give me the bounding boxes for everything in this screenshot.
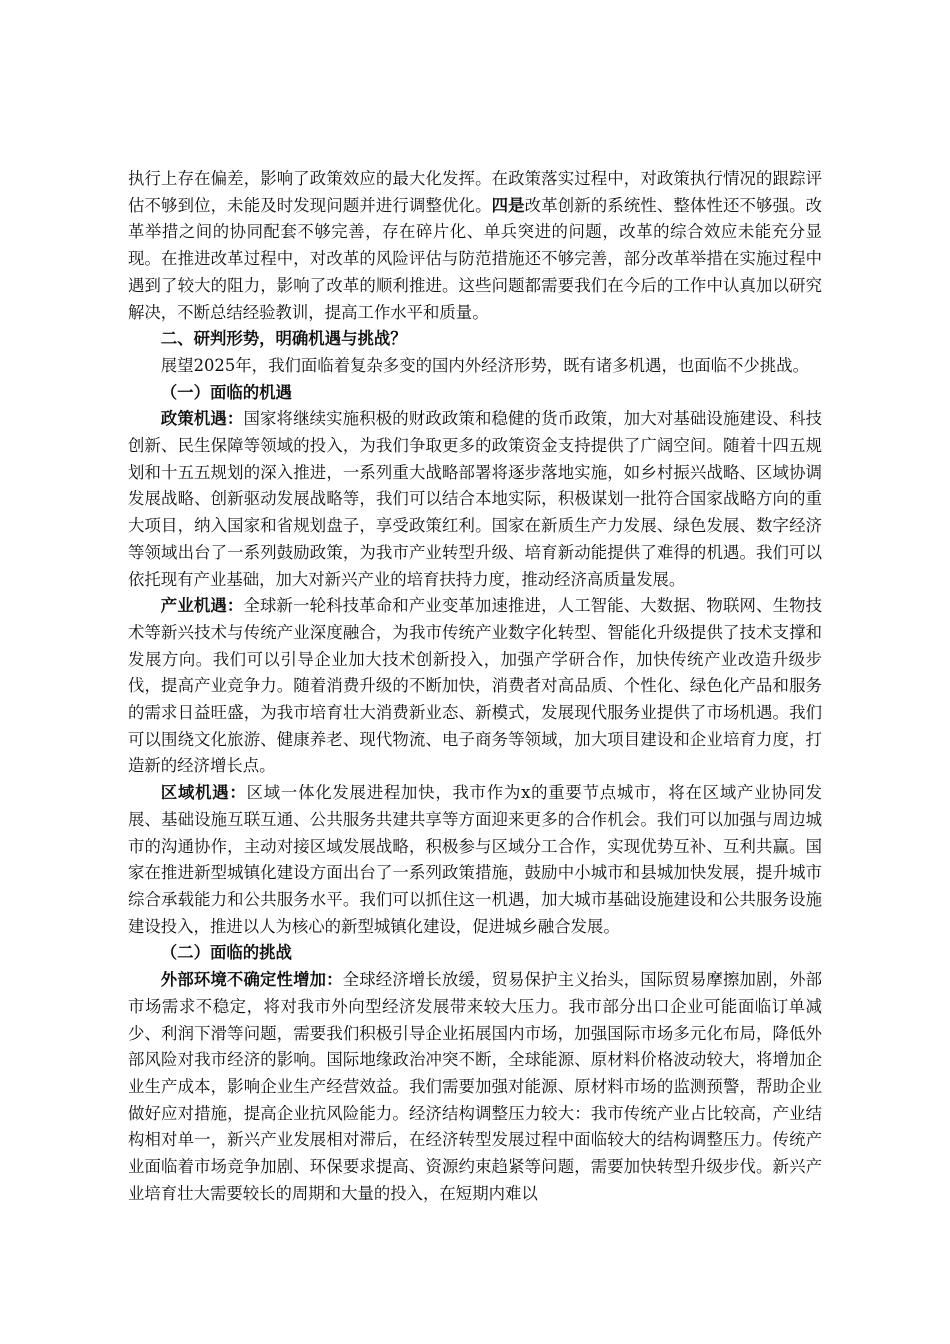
paragraph-text: 全球新一轮科技革命和产业变革加速推进，人工智能、大数据、物联网、生物技术等新兴技术与传统产业深度融合，为我市传统产业数字化转型、智能化升级提供了技术支撑和发展方向。我们可以引导企业加大技术创新投入，加强产学研合作，加快传统产业改造升级步伐，提高产业竞争力。随着消费升级的不断加快，消费者对高品质、个性化、绿色化产品和服务的需求日益旺盛，为我市培育壮大消费新业态、新模式，发展现代服务业提供了市场机遇。我们可以围绕文化旅游、健康养老、现代物流、电子商务等领域，加大项目建设和企业培育力度，打造新的经济增长点。: [128, 596, 823, 776]
paragraph-regional: [128, 780, 822, 940]
paragraph-industry: [128, 593, 822, 780]
paragraph-label: 产业机遇：: [160, 596, 244, 616]
paragraph-text: 执行上存在偏差，影响了政策效应的最大化发挥。在政策落实过程中，对政策执行情况的跟踪评估不够到位，未能及时发现问题并进行调整优化。: [128, 169, 822, 215]
paragraph-continuation: [128, 166, 822, 326]
paragraph-text: 改革创新的系统性、整体性还不够强。改革举措之间的协同配套不够完善，存在碎片化、单兵突进的问题，改革的综合效应未能充分显现。在推进改革过程中，对改革的风险评估与防范措施还不够完善，部分改革举措在实施过程中遇到了较大的阻力，影响了改革的顺利推进。这些问题都需要我们在今后的工作中认真加以研究解决，不断总结经验教训，提高工作水平和质量。: [128, 195, 823, 322]
paragraph-label: 外部环境不确定性增加：: [160, 970, 343, 990]
subsection-title-opportunities: （一）面临的机遇: [160, 382, 292, 402]
paragraph-external: [128, 967, 822, 1207]
paragraph-label: 区域机遇：: [160, 783, 247, 803]
paragraph-label: 政策机遇：: [160, 409, 244, 429]
paragraph-policy: [128, 406, 822, 593]
paragraph-text: 国家将继续实施积极的财政政策和稳健的货币政策，加大对基础设施建设、科技创新、民生保障等领域的投入，为我们争取更多的政策资金支持提供了广阔空间。随着十四五规划和十五五规划的深入推进，一系列重大战略部署将逐步落地实施，如乡村振兴战略、区域协调发展战略、创新驱动发展战略等，我们可以结合本地实际，积极谋划一批符合国家战略方向的重大项目，纳入国家和省规划盘子，享受政策红利。国家在新质生产力发展、绿色发展、数字经济等领域出台了一系列鼓励政策，为我市产业转型升级、培育新动能提供了难得的机遇。我们可以依托现有产业基础，加大对新兴产业的培育扶持力度，推动经济高质量发展。: [128, 409, 823, 589]
paragraph-text: 全球经济增长放缓，贸易保护主义抬头，国际贸易摩擦加剧，外部市场需求不稳定，将对我市外向型经济发展带来较大压力。我市部分出口企业可能面临订单减少、利润下滑等问题，需要我们积极引导企业拓展国内市场，加强国际市场多元化布局，降低外部风险对我市经济的影响。国际地缘政治冲突不断，全球能源、原材料价格波动较大，将增加企业生产成本，影响企业生产经营效益。我们需要加强对能源、原材料市场的监测预警，帮助企业做好应对措施，提高企业抗风险能力。经济结构调整压力较大：我市传统产业占比较高，产业结构相对单一，新兴产业发展相对滞后，在经济转型发展过程中面临较大的结构调整压力。传统产业面临着市场竞争加剧、环保要求提高、资源约束趋紧等问题，需要加快转型升级步伐。新兴产业培育壮大需要较长的周期和大量的投入，在短期内难以: [128, 970, 823, 1203]
intro-paragraph: 展望2025年，我们面临着复杂多变的国内外经济形势，既有诸多机遇，也面临不少挑战。: [160, 355, 809, 375]
paragraph-text: 区域一体化发展进程加快，我市作为x的重要节点城市，将在区域产业协同发展、基础设施互联互通、公共服务共建共享等方面迎来更多的合作机会。我们可以加强与周边城市的沟通协作，主动对接区域发展战略，积极参与区域分工合作，实现优势互补、互利共赢。国家在推进新型城镇化建设方面出台了一系列政策措施，鼓励中小城市和县城加快发展，提升城市综合承载能力和公共服务水平。我们可以抓住这一机遇，加大城市基础设施建设和公共服务设施建设投入，推进以人为核心的新型城镇化建设，促进城乡融合发展。: [128, 783, 823, 936]
emphasis-label: 四是: [491, 195, 525, 215]
subsection-title-challenges: （二）面临的挑战: [160, 943, 292, 963]
section-heading: 二、研判形势，明确机遇与挑战？: [160, 329, 407, 349]
document-page: [128, 166, 822, 1207]
